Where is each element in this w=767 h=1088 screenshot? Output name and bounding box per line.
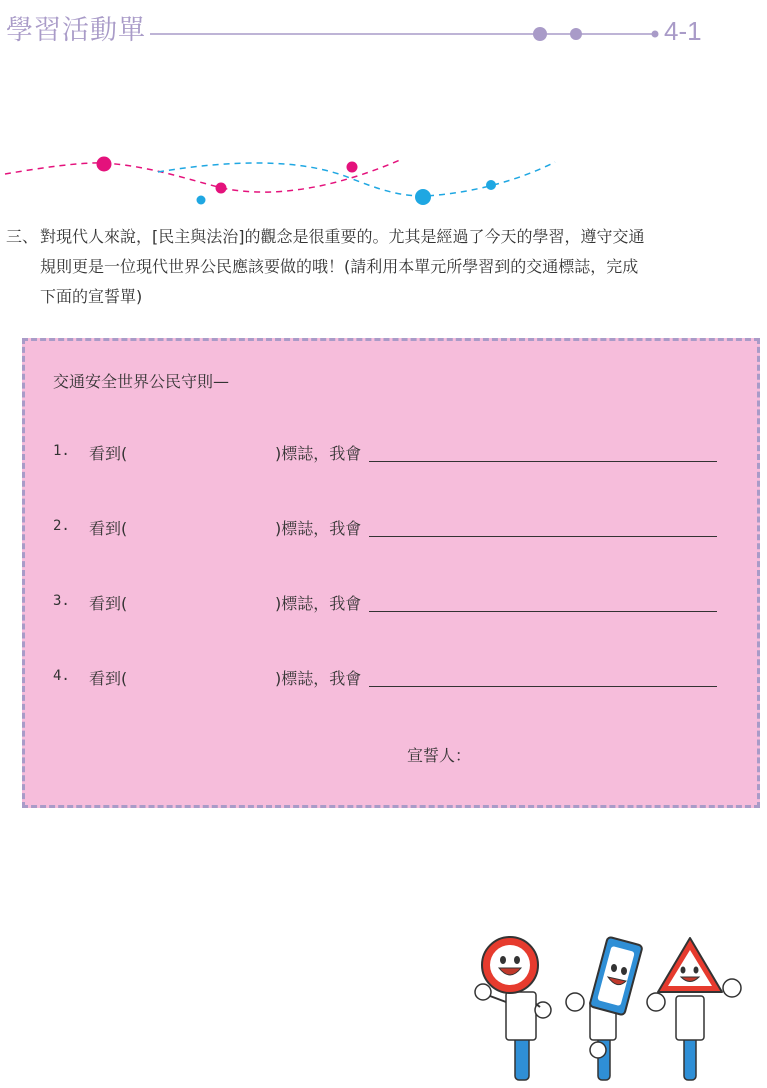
sign-name-blank[interactable] [133,666,273,688]
item-index: 4. [53,668,70,684]
item-suffix-label: )標誌，我會 [275,669,362,688]
item-index: 2. [53,518,70,534]
pledge-item-1 [53,441,723,465]
instruction-line-3: 下面的宣誓單) [40,287,143,306]
header-rule [0,0,767,60]
decorative-wave [0,150,767,210]
pledge-heading: 交通安全世界公民守則— [53,372,230,391]
signer-label: 宣誓人： [407,746,472,765]
instruction-line-1: 對現代人來說，[民主與法治]的觀念是很重要的。尤其是經過了今天的學習，遵守交通 [40,227,645,246]
sign-name-blank[interactable] [133,441,273,463]
pledge-item-2 [53,516,723,540]
item-suffix-label: )標誌，我會 [275,444,362,463]
pledge-item-4 [53,666,723,690]
item-see-label: 看到( [89,594,128,613]
item-suffix-label: )標誌，我會 [275,594,362,613]
unit-code: 4-1 [664,16,702,46]
triangle-sign-mascot-icon [647,938,741,1080]
item-index: 3. [53,593,70,609]
item-index: 1. [53,443,70,459]
instruction-line-2: 規則更是一位現代世界公民應該要做的哦！(請利用本單元所學習到的交通標誌，完成 [40,257,639,276]
traffic-sign-mascots [470,930,760,1085]
round-sign-mascot-icon [475,937,551,1080]
rectangle-sign-mascot-icon [566,937,643,1080]
answer-line[interactable] [369,686,717,687]
instruction-number: 三、 [6,227,39,246]
instruction-paragraph [6,222,762,312]
item-suffix-label: )標誌，我會 [275,519,362,538]
page-title: 學習活動單 [6,15,146,46]
pledge-form [22,338,760,808]
item-see-label: 看到( [89,519,128,538]
item-see-label: 看到( [89,444,128,463]
pledge-item-3 [53,591,723,615]
answer-line[interactable] [369,536,717,537]
answer-line[interactable] [369,611,717,612]
answer-line[interactable] [369,461,717,462]
item-see-label: 看到( [89,669,128,688]
sign-name-blank[interactable] [133,591,273,613]
sign-name-blank[interactable] [133,516,273,538]
